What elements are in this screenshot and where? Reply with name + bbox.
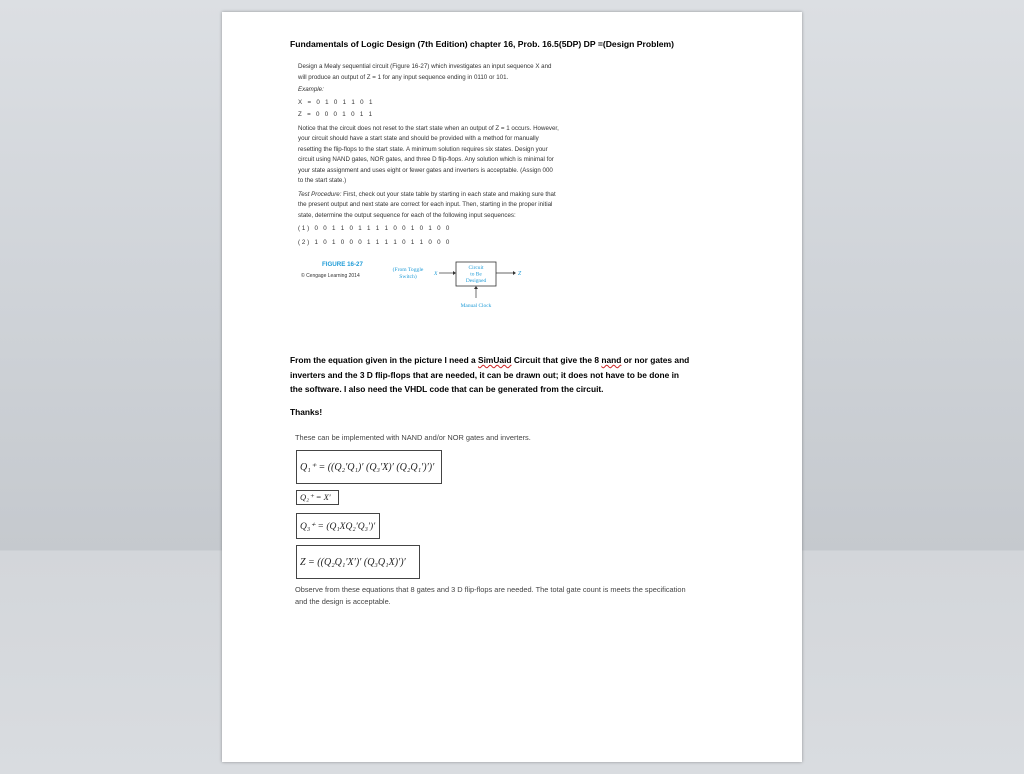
output-var: Z — [518, 271, 522, 277]
input-var: X — [434, 271, 438, 277]
circuit-box-line1: Circuit — [468, 265, 484, 271]
request-text: inverters and the 3 D flip-flops that are needed, it can be drawn out; it does not have to be done in — [290, 369, 680, 380]
figure-block-diagram — [382, 260, 542, 312]
answer-intro: These can be implemented with NAND and/or NOR gates and inverters. — [295, 433, 531, 442]
figure-copyright: © Cengage Learning 2014 — [301, 273, 360, 279]
request-text: the software. I also need the VHDL code that can be generated from the circuit. — [290, 384, 604, 395]
equation-q2: Q₂⁺ = X′ — [296, 490, 339, 505]
intro-line: will produce an output of Z = 1 for any input sequence ending in 0110 or 101. — [298, 73, 509, 81]
request-text: From the equation given in the picture I need a — [290, 355, 478, 365]
input-source-line2: Switch) — [399, 274, 417, 280]
x-sequence: X = 0 1 0 1 1 0 1 — [298, 98, 375, 106]
document-page — [222, 12, 802, 762]
input-arrowhead — [453, 271, 456, 275]
problem-block — [298, 62, 658, 248]
notice-line: your state assignment and uses eight or fewer gates and inverters is acceptable. (Assign 000 — [298, 166, 553, 174]
request-text-misspelled: SimUaid — [478, 355, 512, 365]
equation-z: Z = ((Q₂Q₁′X′)′ (Q₃Q₁X)′)′ — [296, 545, 420, 579]
request-text-misspelled: nand — [601, 355, 622, 365]
circuit-box-line2: to Be — [470, 271, 482, 278]
test-sequence-2: (2) 1 0 1 0 0 0 1 1 1 1 0 1 1 0 0 0 — [298, 238, 452, 246]
clock-label: Manual Clock — [460, 303, 492, 309]
test-line: First, check out your state table by starting in each state and making sure that — [341, 190, 556, 198]
test-line: state, determine the output sequence for each of the following input sequences: — [298, 211, 516, 219]
clock-arrowhead — [474, 286, 478, 289]
notice-line: your circuit should have a start state and should be provided with a method for manually — [298, 135, 539, 142]
input-source-line1: (From Toggle — [392, 267, 424, 273]
output-arrowhead — [513, 271, 516, 275]
z-sequence: Z = 0 0 0 1 0 1 1 — [298, 111, 374, 118]
test-line: the present output and next state are correct for each input. Then, starting in the proper initial — [298, 201, 553, 208]
test-label: Test Procedure: — [298, 190, 342, 198]
request-text: or nor gates and — [621, 355, 690, 365]
notice-line: to the start state.) — [298, 177, 347, 184]
intro-line: Design a Mealy sequential circuit (Figure 16-27) which investigates an input sequence X and — [298, 63, 552, 70]
request-text: Circuit that give the 8 — [511, 355, 602, 365]
observation-text: Observe from these equations that 8 gates and 3 D flip-flops are needed. The total gate count is meets the specification and the design is acceptable. — [295, 585, 686, 606]
request-paragraph — [290, 353, 740, 397]
notice-line: circuit using NAND gates, NOR gates, and three D flip-flops. Any solution which is minimal for — [298, 156, 554, 163]
notice-line: Notice that the circuit does not reset to the start state when an output of Z = 1 occurs. However, — [298, 124, 559, 132]
notice-line: resetting the flip-flops to the start state. A minimum solution requires six states. Design your — [298, 145, 548, 153]
equation-q3: Q₃⁺ = (Q₁XQ₂′Q₃′)′ — [296, 513, 380, 539]
page-title: Fundamentals of Logic Design (7th Edition) chapter 16, Prob. 16.5(5DP) DP =(Design Problem) — [290, 39, 674, 49]
thanks-text: Thanks! — [290, 407, 323, 417]
equation-q1: Q₁⁺ = ((Q₂′Q₁)′ (Q₃′X)′ (Q₂Q₁′)′)′ — [296, 450, 442, 484]
test-sequence-1: (1) 0 0 1 1 0 1 1 1 1 0 0 1 0 1 0 0 — [298, 225, 452, 232]
example-label: Example: — [298, 86, 324, 93]
circuit-box-line3: Designed — [465, 278, 487, 284]
figure-label: FIGURE 16-27 — [322, 261, 363, 268]
